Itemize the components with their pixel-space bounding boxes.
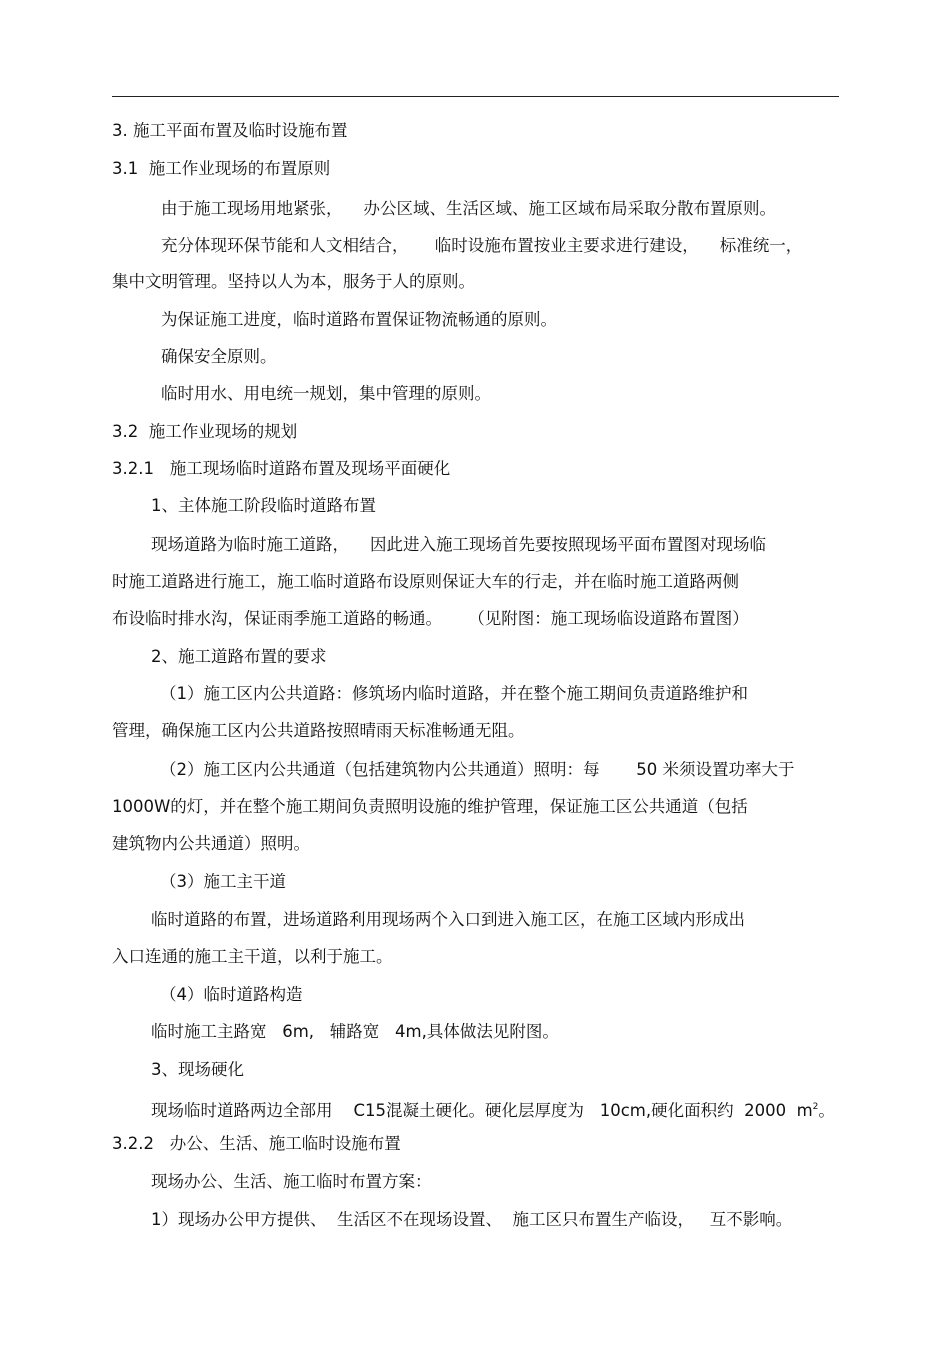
paragraph-line: 确保安全原则。 (161, 347, 277, 366)
subheading: 1、主体施工阶段临时道路布置 (151, 496, 376, 515)
paragraph-line: 临时施工主路宽 6m, 辅路宽 4m,具体做法见附图。 (151, 1022, 559, 1041)
paragraph-line: 时施工道路进行施工，施工临时道路布设原则保证大车的行走，并在临时施工道路两侧 (112, 572, 739, 591)
paragraph-line: （2）施工区内公共通道（包括建筑物内公共通道）照明：每 50 米须设置功率大于 (160, 760, 795, 779)
subheading: （4）临时道路构造 (160, 985, 303, 1004)
paragraph-line: 入口连通的施工主干道，以利于施工。 (112, 947, 393, 966)
paragraph-line: 由于施工现场用地紧张， 办公区域、生活区域、施工区域布局采取分散布置原则。 (161, 199, 776, 218)
section-heading-3: 3. 施工平面布置及临时设施布置 (112, 121, 348, 140)
header-rule (112, 96, 839, 97)
paragraph-line: 临时用水、用电统一规划，集中管理的原则。 (161, 384, 491, 403)
section-heading-3-2-2: 3.2.2 办公、生活、施工临时设施布置 (112, 1134, 401, 1153)
paragraph-line: 集中文明管理。坚持以人为本，服务于人的原则。 (112, 272, 475, 291)
paragraph-line: 充分体现环保节能和人文相结合， 临时设施布置按业主要求进行建设， 标准统一， (161, 236, 803, 255)
paragraph-line: 现场道路为临时施工道路， 因此进入施工现场首先要按照现场平面布置图对现场临 (151, 535, 766, 554)
paragraph-text: 现场临时道路两边全部用 C15混凝土硬化。硬化层厚度为 10cm,硬化面积约 2000 m (151, 1101, 813, 1120)
paragraph-line: 为保证施工进度，临时道路布置保证物流畅通的原则。 (161, 310, 557, 329)
superscript: 2 (812, 1102, 819, 1112)
period: 。 (818, 1101, 835, 1120)
subheading: （3）施工主干道 (160, 872, 286, 891)
section-heading-3-2-1: 3.2.1 施工现场临时道路布置及现场平面硬化 (112, 459, 451, 478)
paragraph-line: 1）现场办公甲方提供、 生活区不在现场设置、 施工区只布置生产临设， 互不影响。 (151, 1210, 793, 1229)
subheading: 3、现场硬化 (151, 1060, 244, 1079)
paragraph-line: 现场办公、生活、施工临时布置方案： (151, 1172, 432, 1191)
section-heading-3-1: 3.1 施工作业现场的布置原则 (112, 159, 331, 178)
paragraph-line: 1000W的灯，并在整个施工期间负责照明设施的维护管理，保证施工区公共通道（包括 (112, 797, 748, 816)
paragraph-line (151, 1097, 835, 1121)
section-heading-3-2: 3.2 施工作业现场的规划 (112, 422, 298, 441)
paragraph-line: 布设临时排水沟，保证雨季施工道路的畅通。 （见附图：施工现场临设道路布置图） (112, 609, 749, 628)
paragraph-line: （1）施工区内公共道路：修筑场内临时道路，并在整个施工期间负责道路维护和 (160, 684, 748, 703)
subheading: 2、施工道路布置的要求 (151, 647, 327, 666)
paragraph-line: 建筑物内公共通道）照明。 (112, 834, 310, 853)
paragraph-line: 临时道路的布置，进场道路利用现场两个入口到进入施工区，在施工区域内形成出 (151, 910, 745, 929)
paragraph-line: 管理，确保施工区内公共道路按照晴雨天标准畅通无阻。 (112, 721, 525, 740)
